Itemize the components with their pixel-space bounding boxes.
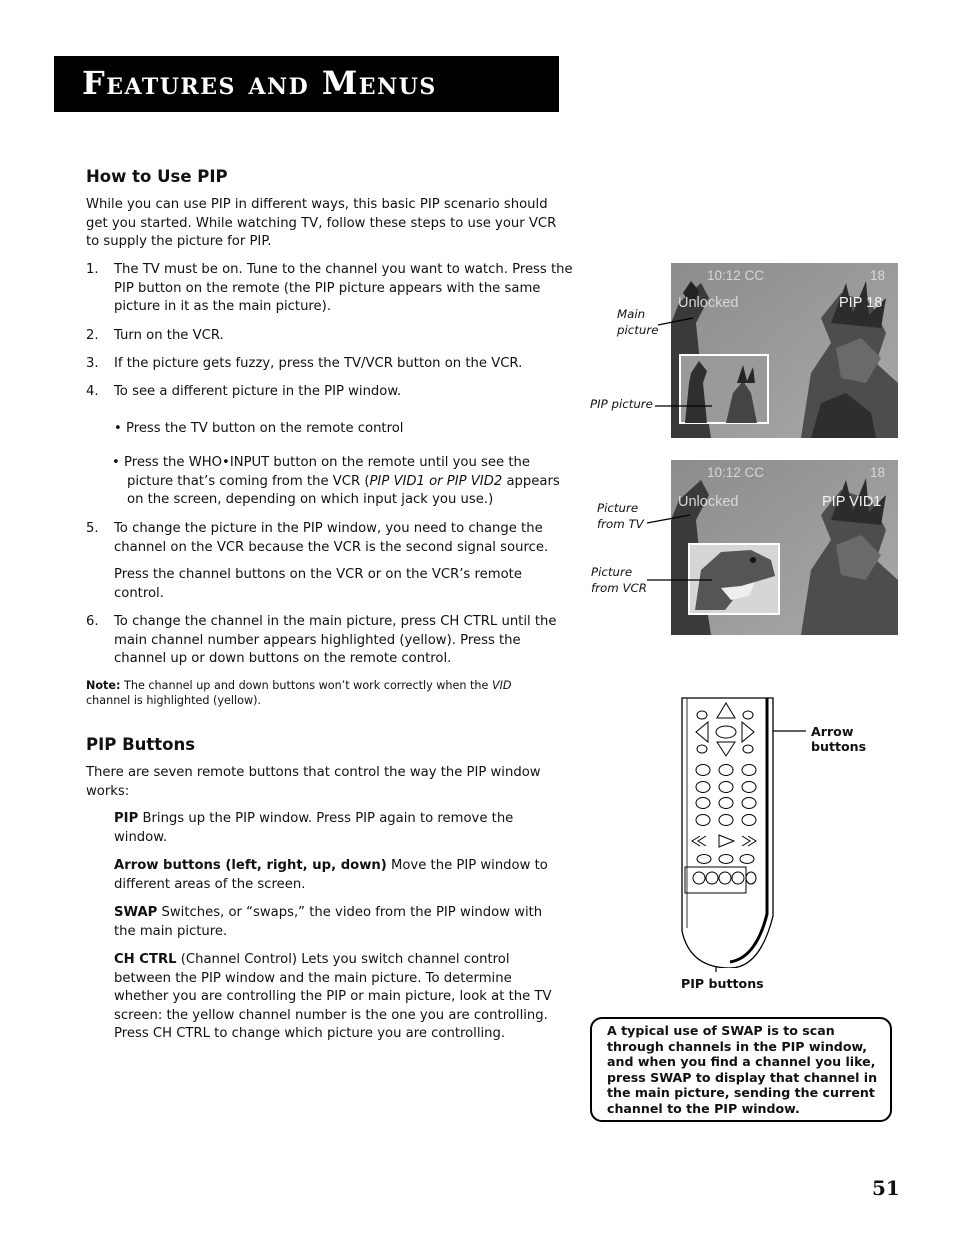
swap-tip-text: A typical use of SWAP is to scan through channels in the PIP window, and when you find a channel you like, press SWAP to display that channel in the main picture, sending the current channel to the PIP window. bbox=[607, 1023, 878, 1116]
page-title: Features and Menus bbox=[82, 64, 437, 102]
osd-status: Unlocked bbox=[678, 295, 739, 311]
step-5-extra: Press the channel buttons on the VCR or on the VCR’s remote control. bbox=[114, 567, 522, 601]
label-pip-buttons: PIP buttons bbox=[681, 976, 764, 991]
step-number: 3. bbox=[86, 356, 99, 371]
step-number: 4. bbox=[86, 384, 99, 399]
item-term: PIP bbox=[114, 811, 139, 826]
step-text: To change the picture in the PIP window, you need to change the channel on the VCR because the VCR is the second signal source. bbox=[114, 521, 549, 555]
bullet-emphasis: PIP VID1 or PIP VID2 bbox=[369, 473, 503, 489]
how-to-heading: How to Use PIP bbox=[86, 167, 228, 186]
item-desc: Switches, or “swaps,” the video from the PIP window with the main picture. bbox=[114, 905, 543, 939]
swap-tip-box bbox=[590, 1017, 892, 1122]
osd-pip-label: PIP VID1 bbox=[822, 494, 882, 510]
how-to-intro: While you can use PIP in different ways, this basic PIP scenario should get you started. While watching TV, follow these steps to use your VCR to supply the picture for PIP. bbox=[86, 197, 557, 250]
step-text: To change the channel in the main picture, press CH CTRL until the main channel number appears highlighted (yellow). Press the channel up or down buttons on the remote control. bbox=[114, 614, 557, 667]
bullet-text: • Press the WHO•INPUT button on the remote until you see the picture that’s coming from the VCR ( bbox=[112, 455, 530, 489]
item-term: CH CTRL bbox=[114, 952, 177, 967]
remote-control-illustration bbox=[670, 696, 780, 968]
step-text: If the picture gets fuzzy, press the TV/VCR button on the VCR. bbox=[114, 356, 523, 371]
item-desc: (Channel Control) Lets you switch channel control between the PIP window and the main picture. To determine whether you are controlling the PIP or main picture, look at the TV screen: the yellow channel number is the one you are controlling. Press CH CTRL to change which picture you are controlling. bbox=[114, 952, 552, 1042]
callout-picture-from-vcr: Picture from VCR bbox=[591, 565, 647, 595]
step-number: 2. bbox=[86, 328, 99, 343]
step-number: 5. bbox=[86, 521, 99, 536]
step-text: To see a different picture in the PIP window. bbox=[114, 384, 402, 399]
osd-time: 10:12 CC bbox=[707, 465, 765, 480]
pip-buttons-heading: PIP Buttons bbox=[86, 735, 196, 754]
osd-channel: 18 bbox=[870, 465, 886, 480]
note-text: The channel up and down buttons won’t work correctly when the bbox=[120, 679, 492, 692]
page-number: 51 bbox=[872, 1176, 900, 1200]
item-desc: Brings up the PIP window. Press PIP again to remove the window. bbox=[114, 811, 514, 845]
bullet-text: appears on the screen, depending on which input jack you use.) bbox=[127, 473, 560, 508]
osd-time: 10:12 CC bbox=[707, 268, 765, 283]
pip-buttons-intro: There are seven remote buttons that control the way the PIP window works: bbox=[86, 765, 541, 799]
item-desc: Move the PIP window to different areas of the screen. bbox=[114, 858, 548, 892]
label-arrow-buttons: Arrow buttons bbox=[811, 724, 867, 754]
item-term: SWAP bbox=[114, 905, 158, 920]
note-text: channel is highlighted (yellow). bbox=[86, 694, 262, 707]
bullet-tv-button: • Press the TV button on the remote control bbox=[114, 421, 404, 436]
callout-main-picture: Main picture bbox=[617, 307, 659, 337]
step-number: 6. bbox=[86, 614, 99, 629]
callout-pip-picture: PIP picture bbox=[590, 397, 653, 411]
note-label: Note: bbox=[86, 679, 121, 692]
osd-pip-label: PIP 18 bbox=[839, 295, 883, 311]
step-text: The TV must be on. Tune to the channel you want to watch. Press the PIP button on the remote (the PIP picture appears with the same picture in it as the main picture). bbox=[114, 262, 573, 315]
item-term: Arrow buttons (left, right, up, down) bbox=[114, 858, 387, 873]
note-emphasis: VID bbox=[491, 679, 512, 692]
osd-status: Unlocked bbox=[678, 494, 739, 510]
callout-picture-from-tv: Picture from TV bbox=[597, 501, 644, 531]
step-text: Turn on the VCR. bbox=[114, 328, 224, 343]
step-number: 1. bbox=[86, 262, 99, 277]
osd-channel: 18 bbox=[870, 268, 886, 283]
